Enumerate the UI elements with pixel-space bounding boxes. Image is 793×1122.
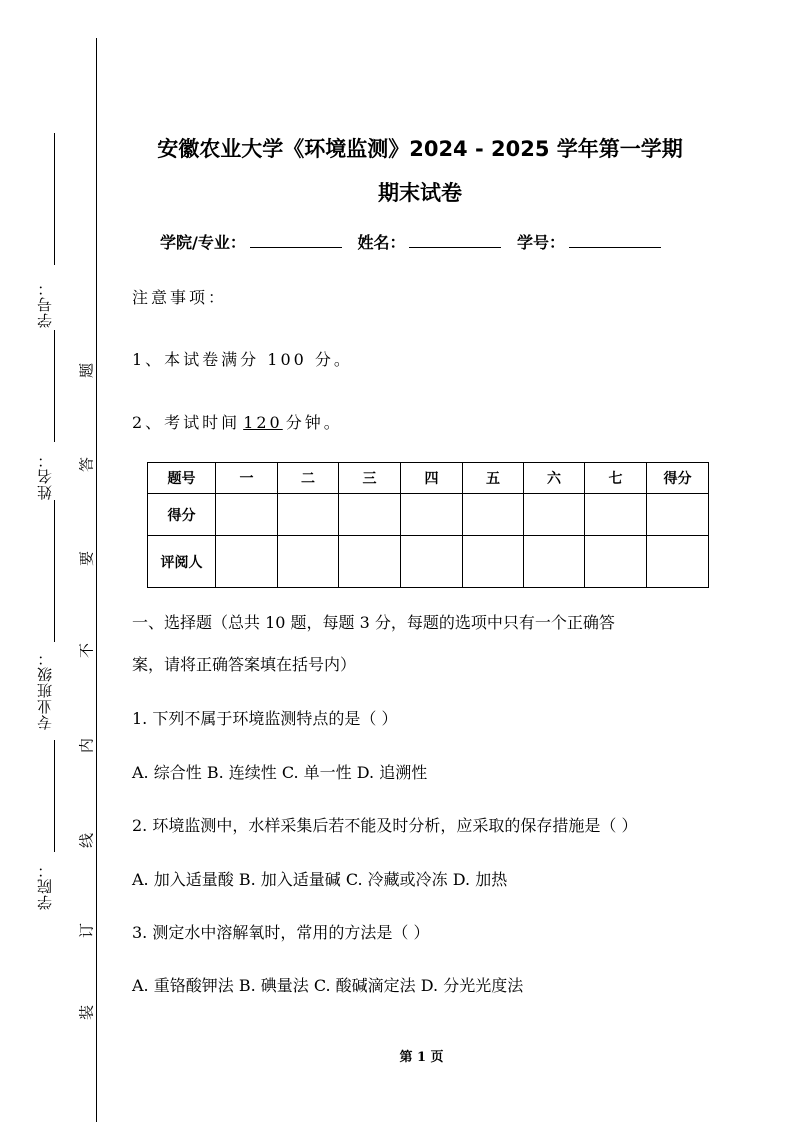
student-id-label: 学号： [517,233,566,252]
student-id-blank[interactable] [569,233,661,248]
field-line [54,330,55,442]
margin-warning-char: 装 [77,1005,96,1021]
header-cell: 四 [401,463,463,494]
score-cell[interactable] [401,494,463,536]
score-cell[interactable] [647,494,709,536]
header-cell: 五 [463,463,524,494]
question-options: A. 重铬酸钾法 B. 碘量法 C. 酸碱滴定法 D. 分光光度法 [132,976,524,995]
header-cell: 得分 [647,463,709,494]
score-table-header-row [148,463,709,494]
exam-subtitle: 期末试卷 [378,181,462,205]
exam-duration-value: 120 [243,413,283,432]
header-cell: 一 [216,463,278,494]
grader-cell[interactable] [216,536,278,588]
note-item [132,410,343,433]
major-class-field-label: 专业班级： [36,650,54,730]
student-id-field-label: 学号： [36,280,54,328]
exam-title: 安徽农业大学《环境监测》2024 - 2025 学年第一学期 [157,137,683,161]
question-stem: 2. 环境监测中，水样采集后若不能及时分析，应采取的保存措施是（ ） [132,816,638,835]
header-cell: 六 [524,463,585,494]
margin-warning-char: 内 [77,738,96,754]
student-info-row [160,230,671,253]
section-heading: 案，请将正确答案填在括号内） [132,655,357,674]
margin-warning-char: 订 [77,923,96,939]
grader-cell[interactable] [339,536,401,588]
margin-warning-char: 线 [77,833,96,849]
question-options: A. 综合性 B. 连续性 C. 单一性 D. 追溯性 [132,763,428,782]
binding-line [96,38,97,1122]
grader-cell[interactable] [278,536,339,588]
grader-cell[interactable] [401,536,463,588]
score-cell[interactable] [463,494,524,536]
header-cell: 二 [278,463,339,494]
page-number: 第 1 页 [399,1050,444,1065]
score-table [147,462,709,588]
score-cell[interactable] [278,494,339,536]
question-stem: 1. 下列不属于环境监测特点的是（ ） [132,709,398,728]
grader-cell[interactable] [463,536,524,588]
grader-cell[interactable] [585,536,647,588]
header-cell: 题号 [148,463,216,494]
note-text: 2、考试时间 [132,413,241,432]
grader-row [148,536,709,588]
score-cell[interactable] [216,494,278,536]
question-options: A. 加入适量酸 B. 加入适量碱 C. 冷藏或冷冻 D. 加热 [132,870,508,889]
college-major-blank[interactable] [250,233,342,248]
margin-warning-char: 题 [77,363,96,379]
college-field-label: 学院： [36,862,54,910]
section-heading: 一、选择题（总共 10 题，每题 3 分，每题的选项中只有一个正确答 [132,613,615,632]
field-line [54,740,55,852]
notes-heading: 注意事项： [132,288,228,307]
question-stem: 3. 测定水中溶解氧时，常用的方法是（ ） [132,923,430,942]
college-major-label: 学院/专业： [160,233,246,252]
name-label: 姓名： [357,233,406,252]
name-field-label: 姓名： [36,452,54,500]
field-line [54,133,55,265]
score-cell[interactable] [585,494,647,536]
margin-warning-char: 要 [77,551,96,567]
row-label: 得分 [148,494,216,536]
grader-cell[interactable] [647,536,709,588]
field-line [54,500,55,642]
score-cell[interactable] [339,494,401,536]
row-label: 评阅人 [148,536,216,588]
header-cell: 七 [585,463,647,494]
score-cell[interactable] [524,494,585,536]
margin-warning-char: 答 [77,457,96,473]
score-row [148,494,709,536]
margin-warning-char: 不 [77,643,96,659]
name-blank[interactable] [409,233,501,248]
note-text: 分钟。 [285,413,343,432]
header-cell: 三 [339,463,401,494]
grader-cell[interactable] [524,536,585,588]
note-item: 1、本试卷满分 100 分。 [132,350,353,369]
